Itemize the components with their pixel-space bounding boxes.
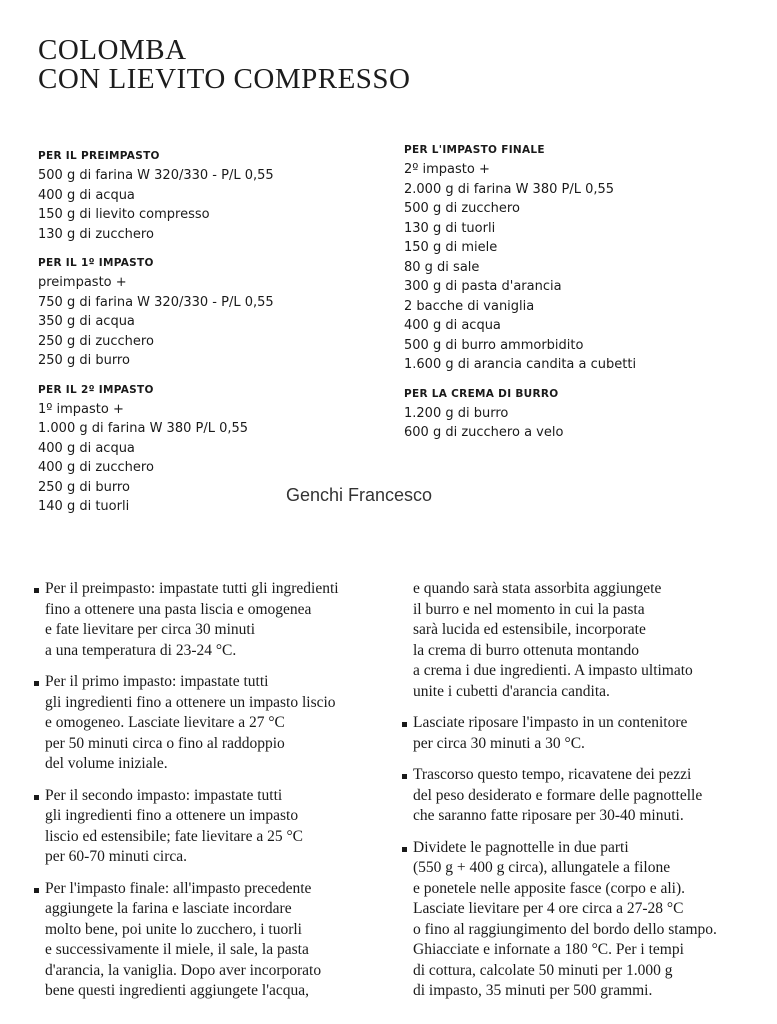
method-step-line: d'arancia, la vaniglia. Dopo aver incorporato xyxy=(45,961,322,979)
method-step xyxy=(402,579,762,702)
method-step-line: Per il preimpasto: impastate tutti gli ingredienti xyxy=(45,580,339,597)
method-step-line: la crema di burro ottenuta montando xyxy=(413,641,639,659)
ingredient-item: 1.000 g di farina W 380 P/L 0,55 xyxy=(38,421,249,436)
method-steps-left xyxy=(34,579,394,1013)
method-step xyxy=(402,765,762,827)
ingredient-item: 500 g di burro ammorbidito xyxy=(404,337,584,353)
method-step xyxy=(34,672,394,775)
method-step-line: a una temperatura di 23-24 °C. xyxy=(45,641,237,659)
method-step-line: del peso desiderato e formare delle pagnottelle xyxy=(413,786,703,804)
method-step-line: unite i cubetti d'arancia candita. xyxy=(413,682,610,700)
ingredient-section xyxy=(38,148,368,244)
method-step-line: e omogeneo. Lasciate lievitare a 27 °C xyxy=(45,714,285,731)
method-step-line: per circa 30 minuti a 30 °C. xyxy=(413,734,585,752)
method-step-line: Dividete le pagnottelle in due parti xyxy=(413,838,629,856)
ingredient-item: 500 g di farina W 320/330 - P/L 0,55 xyxy=(38,168,274,183)
method-step xyxy=(34,786,394,868)
ingredient-section-heading: PER IL PREIMPASTO xyxy=(38,150,160,162)
method-step-line: di cottura, calcolate 50 minuti per 1.000 g xyxy=(413,961,673,979)
method-step-line: per 60-70 minuti circa. xyxy=(45,848,188,865)
ingredient-item: 750 g di farina W 320/330 - P/L 0,55 xyxy=(38,294,274,310)
ingredient-item: 400 g di acqua xyxy=(404,318,501,333)
ingredient-item: 250 g di zucchero xyxy=(38,333,154,349)
method-step-line: a crema i due ingredienti. A impasto ultimato xyxy=(413,662,693,679)
ingredient-item: 400 g di acqua xyxy=(38,187,135,203)
bullet-icon xyxy=(34,588,39,593)
method-step-line: di impasto, 35 minuti per 500 grammi. xyxy=(413,982,653,999)
ingredients-column-right xyxy=(404,142,744,454)
method-step xyxy=(34,879,394,1002)
ingredient-item: 150 g di lievito compresso xyxy=(38,207,210,222)
method-step-line: gli ingredienti fino a ottenere un impasto xyxy=(45,807,299,824)
ingredient-item: 250 g di burro xyxy=(38,353,130,368)
bullet-icon xyxy=(34,888,39,893)
ingredient-item: 1.600 g di arancia candita a cubetti xyxy=(404,357,637,372)
method-step-line: Per il primo impasto: impastate tutti xyxy=(45,673,269,690)
recipe-title-line-2: CON LIEVITO COMPRESSO xyxy=(38,63,411,95)
method-step-line: molto bene, poi unite lo zucchero, i tuorli xyxy=(45,920,302,938)
ingredient-item: 2.000 g di farina W 380 P/L 0,55 xyxy=(404,181,615,197)
method-step-line: Lasciate lievitare per 4 ore circa a 27-28 °C xyxy=(413,900,684,917)
ingredient-item: 300 g di pasta d'arancia xyxy=(404,279,562,294)
ingredient-section xyxy=(38,255,368,371)
method-step-line: (550 g + 400 g circa), allungatele a filone xyxy=(413,859,671,876)
method-step xyxy=(402,713,762,754)
ingredient-item: 250 g di burro xyxy=(38,479,130,495)
ingredient-section-heading: PER L'IMPASTO FINALE xyxy=(404,144,545,156)
bullet-icon xyxy=(34,795,39,800)
author-name: Genchi Francesco xyxy=(286,485,433,505)
method-step-line: del volume iniziale. xyxy=(45,755,168,772)
ingredient-item: 400 g di acqua xyxy=(38,440,135,456)
method-steps-right xyxy=(402,579,762,1013)
method-step-line: e ponetele nelle apposite fasce (corpo e ali). xyxy=(413,879,685,897)
method-step-line: sarà lucida ed estensibile, incorporate xyxy=(413,621,646,638)
ingredient-item: 500 g di zucchero xyxy=(404,201,520,216)
method-step-line: o fino al raggiungimento del bordo dello stampo. xyxy=(413,920,717,938)
method-step-line: Ghiacciate e infornate a 180 °C. Per i tempi xyxy=(413,941,684,958)
method-step-line: aggiungete la farina e lasciate incordare xyxy=(45,900,292,917)
bullet-icon xyxy=(402,847,407,852)
method-step-line: il burro e nel momento in cui la pasta xyxy=(413,600,645,618)
method-step-line: per 50 minuti circa o fino al raddoppio xyxy=(45,734,285,752)
method-step-line: fino a ottenere una pasta liscia e omogenea xyxy=(45,600,312,618)
ingredient-item: preimpasto + xyxy=(38,275,127,290)
ingredient-section-heading: PER IL 1º IMPASTO xyxy=(38,257,154,269)
method-step-line: Per il secondo impasto: impastate tutti xyxy=(45,786,283,804)
bullet-icon xyxy=(34,681,39,686)
bullet-icon xyxy=(402,774,407,779)
method-step-line: che saranno fatte riposare per 30-40 minuti. xyxy=(413,807,684,824)
ingredient-item: 2 bacche di vaniglia xyxy=(404,298,535,314)
method-step xyxy=(34,579,394,661)
ingredient-item: 2º impasto + xyxy=(404,162,490,177)
method-step xyxy=(402,838,762,1002)
ingredient-section xyxy=(404,142,744,375)
ingredient-item: 1º impasto + xyxy=(38,401,124,417)
ingredient-section-heading: PER LA CREMA DI BURRO xyxy=(404,387,559,400)
ingredient-section-heading: PER IL 2º IMPASTO xyxy=(38,383,154,396)
method-step-line: Lasciate riposare l'impasto in un contenitore xyxy=(413,714,688,731)
ingredient-item: 1.200 g di burro xyxy=(404,405,509,421)
ingredient-item: 130 g di zucchero xyxy=(38,226,154,242)
bullet-icon xyxy=(402,722,407,727)
ingredient-item: 400 g di zucchero xyxy=(38,460,154,475)
method-step-line: e quando sarà stata assorbita aggiungete xyxy=(413,580,662,597)
ingredient-item: 130 g di tuorli xyxy=(404,220,496,236)
ingredient-item: 150 g di miele xyxy=(404,240,498,255)
ingredient-item: 350 g di acqua xyxy=(38,314,135,329)
recipe-title xyxy=(38,36,411,94)
method-step-line: gli ingredienti fino a ottenere un impasto liscio xyxy=(45,693,336,711)
ingredient-item: 140 g di tuorli xyxy=(38,499,130,514)
method-step-line: bene questi ingredienti aggiungete l'acqua, xyxy=(45,982,310,999)
method-step-line: Trascorso questo tempo, ricavatene dei pezzi xyxy=(413,766,692,783)
ingredients-column-left xyxy=(38,148,368,528)
method-step-line: e fate lievitare per circa 30 minuti xyxy=(45,621,256,638)
method-step-line: liscio ed estensibile; fate lievitare a 25 °C xyxy=(45,827,303,845)
method-step-line: e successivamente il miele, il sale, la pasta xyxy=(45,941,309,958)
recipe-title-line-1: COLOMBA xyxy=(38,34,187,66)
ingredient-item: 600 g di zucchero a velo xyxy=(404,425,564,440)
method-step-line: Per l'impasto finale: all'impasto precedente xyxy=(45,879,312,897)
ingredient-section xyxy=(404,386,744,443)
ingredient-item: 80 g di sale xyxy=(404,259,480,275)
